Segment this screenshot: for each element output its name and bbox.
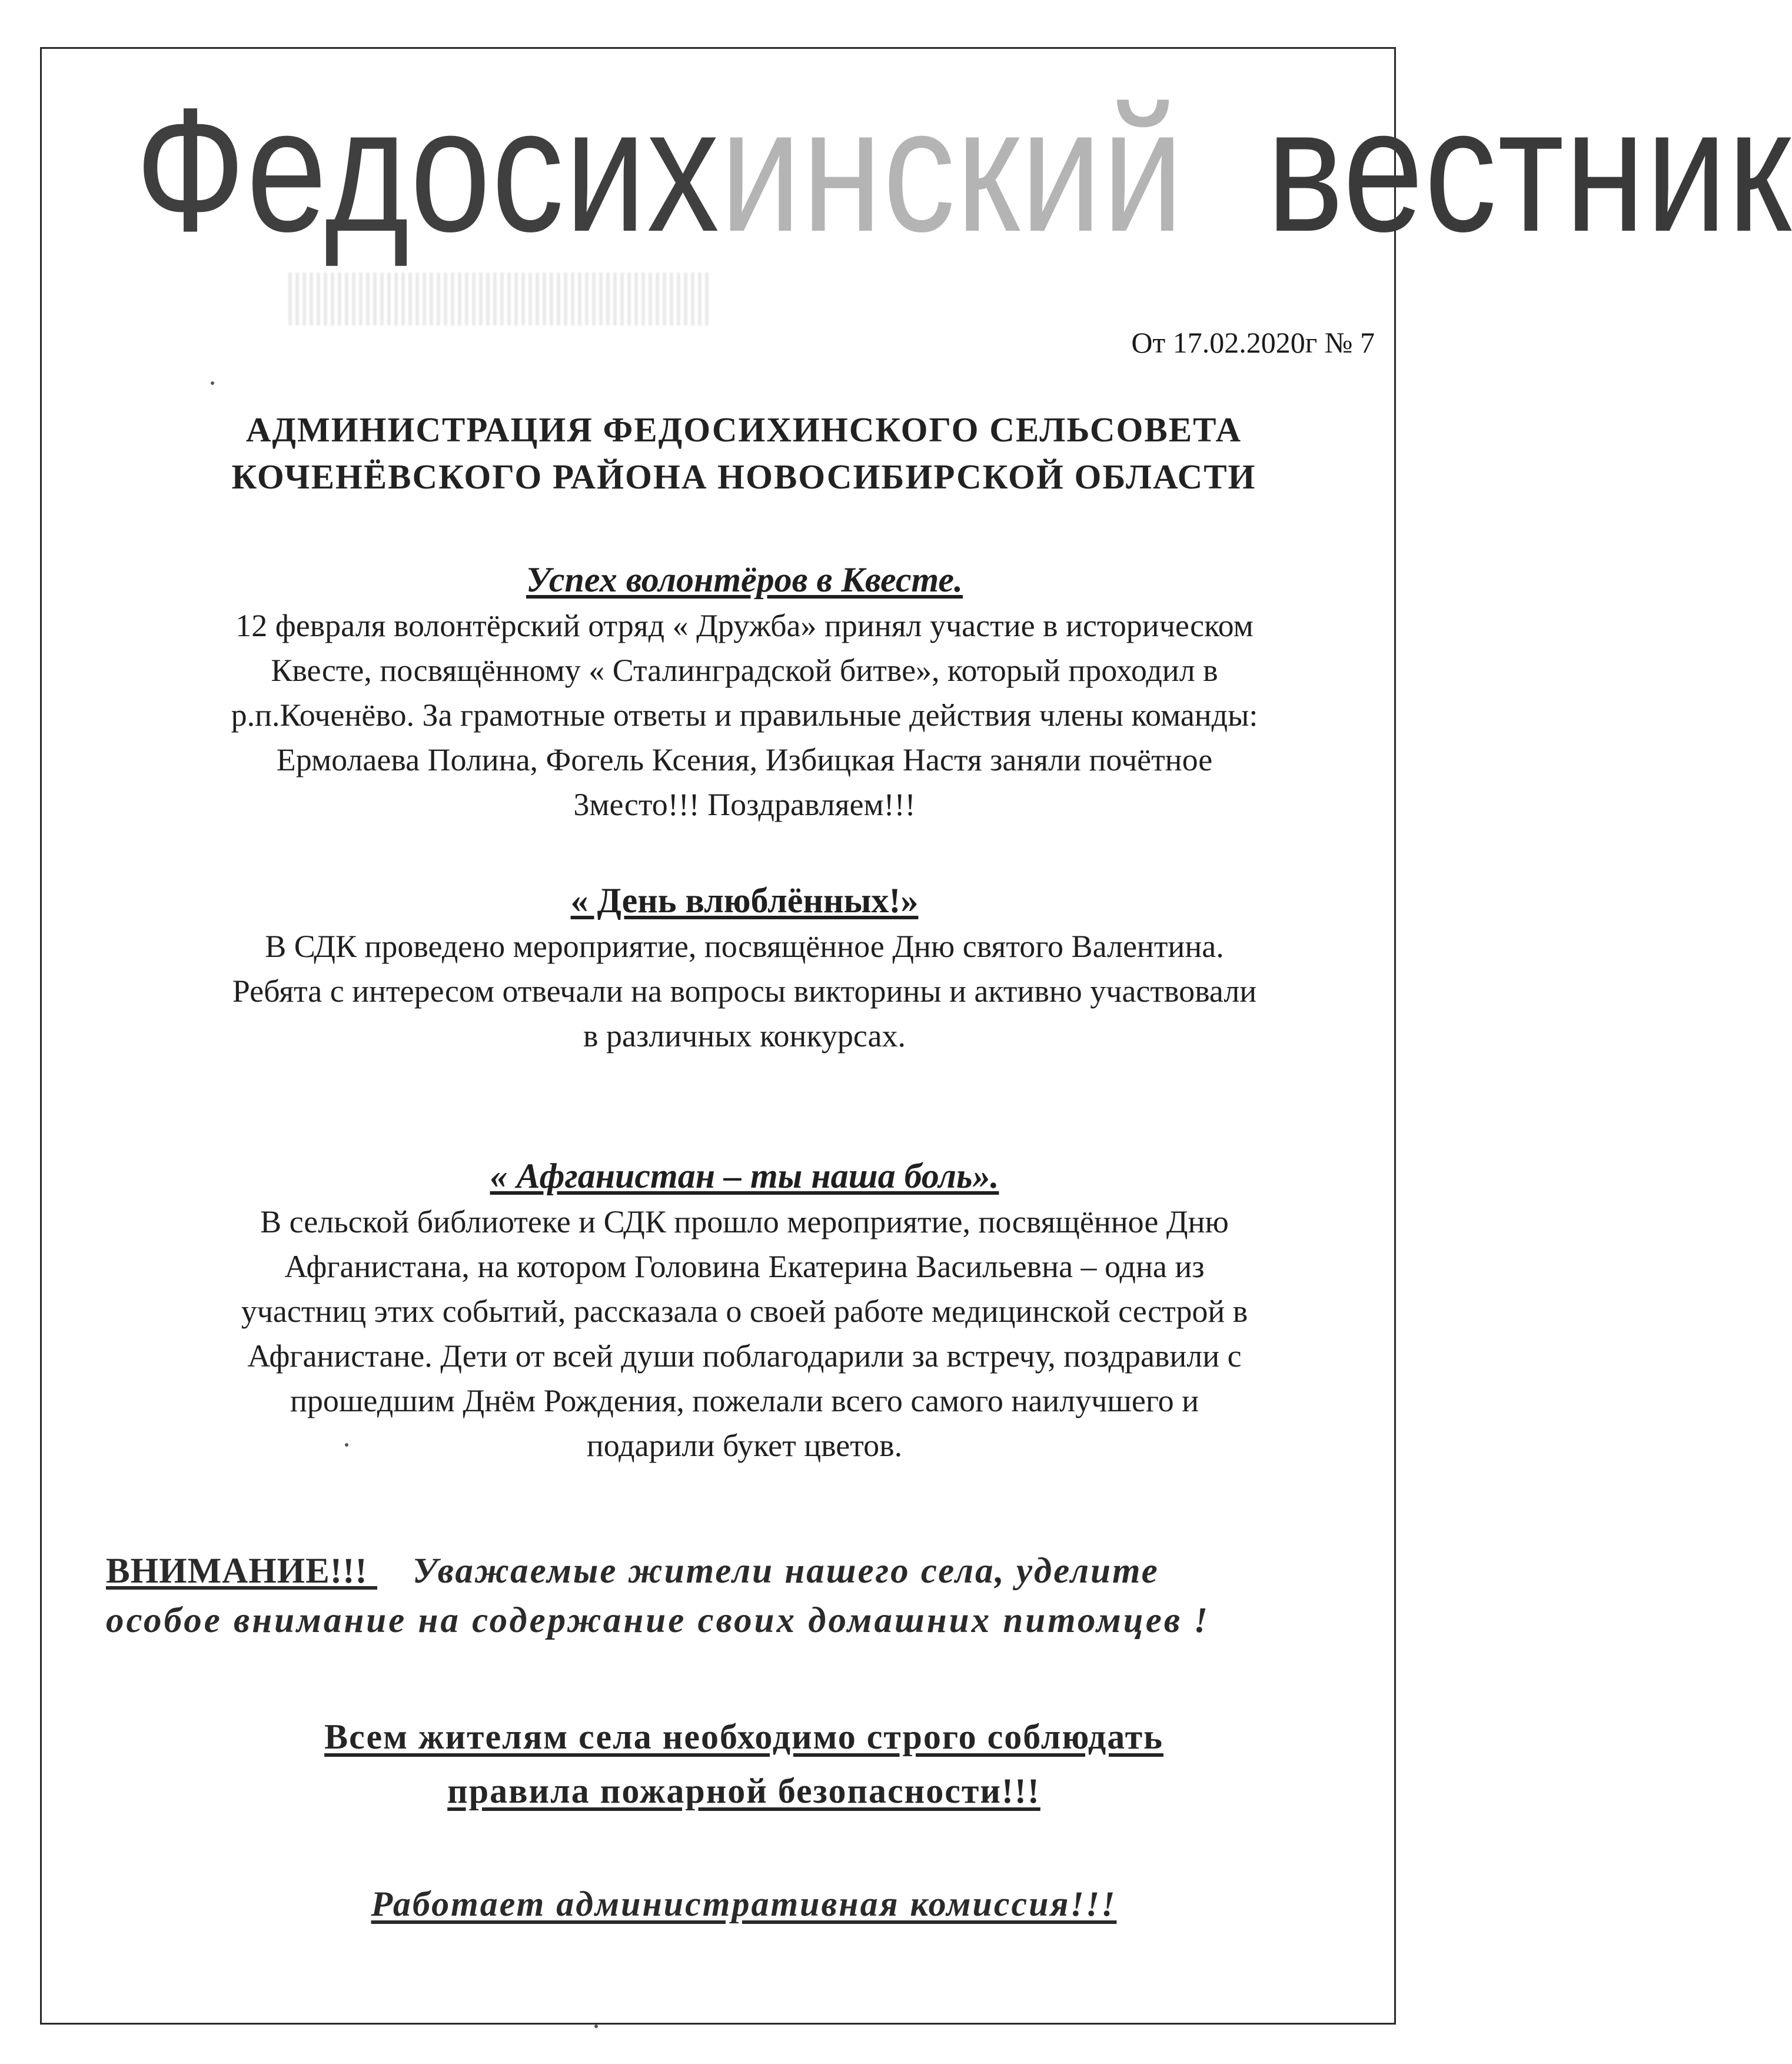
- title-word-1: [135, 71, 1184, 268]
- scan-speck: [594, 2025, 598, 2028]
- issue-date-number: От 17.02.2020г № 7: [1131, 326, 1375, 359]
- scan-speck: [345, 1443, 348, 1447]
- attention-label: ВНИМАНИЕ!!!: [106, 1551, 377, 1591]
- commission-notice: Работает административная комиссия!!!: [371, 1884, 1117, 1923]
- article-body: В сельской библиотеке и СДК прошло мероприятие, посвящённое Дню Афганистана, на котором Головина Екатерина Васильевна – одна из участниц этих событий, рассказала о своей работе медицинской сестрой в Афганистане. Дети от всей души поблагодарили за встречу, поздравили с прошедшим Днём Рождения, пожелали всего самого наилучшего и подарили букет цветов.: [241, 1204, 1248, 1463]
- administration-header: [0, 406, 1488, 500]
- article-afghanistan: [71, 1152, 1418, 1468]
- title-word-2: вестник: [1266, 71, 1792, 268]
- scan-speck: [211, 381, 214, 385]
- header-line-1: АДМИНИСТРАЦИЯ ФЕДОСИХИНСКОГО СЕЛЬСОВЕТА: [245, 410, 1242, 449]
- header-line-2: КОЧЕНЁВСКОГО РАЙОНА НОВОСИБИРСКОЙ ОБЛАСТИ: [231, 457, 1256, 496]
- fire-safety-notice: Всем жителям села необходимо строго соблюдать правила пожарной безопасности!!!: [324, 1717, 1163, 1810]
- title-word-1-b: инский: [720, 71, 1185, 268]
- article-body: В СДК проведено мероприятие, посвящённое Дню святого Валентина. Ребята с интересом отвечали на вопросы викторины и активно участвовали в различных конкурсах.: [232, 929, 1257, 1053]
- attention-notice: [106, 1547, 1389, 1646]
- title-word-1-a: Федосих: [135, 71, 720, 268]
- article-title: Успех волонтёров в Квесте.: [526, 560, 963, 599]
- attention-line-2: особое внимание на содержание своих домашних питомцев !: [106, 1601, 1211, 1640]
- article-valentines: [71, 877, 1418, 1058]
- masthead: [135, 69, 1792, 275]
- attention-line-1: Уважаемые жители нашего села, уделите: [412, 1551, 1159, 1591]
- newspaper-title: [135, 69, 1792, 270]
- article-volunteers: [71, 556, 1418, 827]
- article-body: 12 февраля волонтёрский отряд « Дружба» принял участие в историческом Квесте, посвящённому « Сталинградской битве», который проходил в р.п.Коченёво. За грамотные ответы и правильные действия члены команды: Ермолаева Полина, Фогель Ксения, Избицкая Настя заняли почётное 3место!!! Поздравляем!!!: [231, 608, 1258, 822]
- article-title: « Афганистан – ты наша боль».: [490, 1156, 999, 1195]
- article-title: « День влюблённых!»: [570, 881, 919, 920]
- masthead-shadow: [288, 272, 712, 325]
